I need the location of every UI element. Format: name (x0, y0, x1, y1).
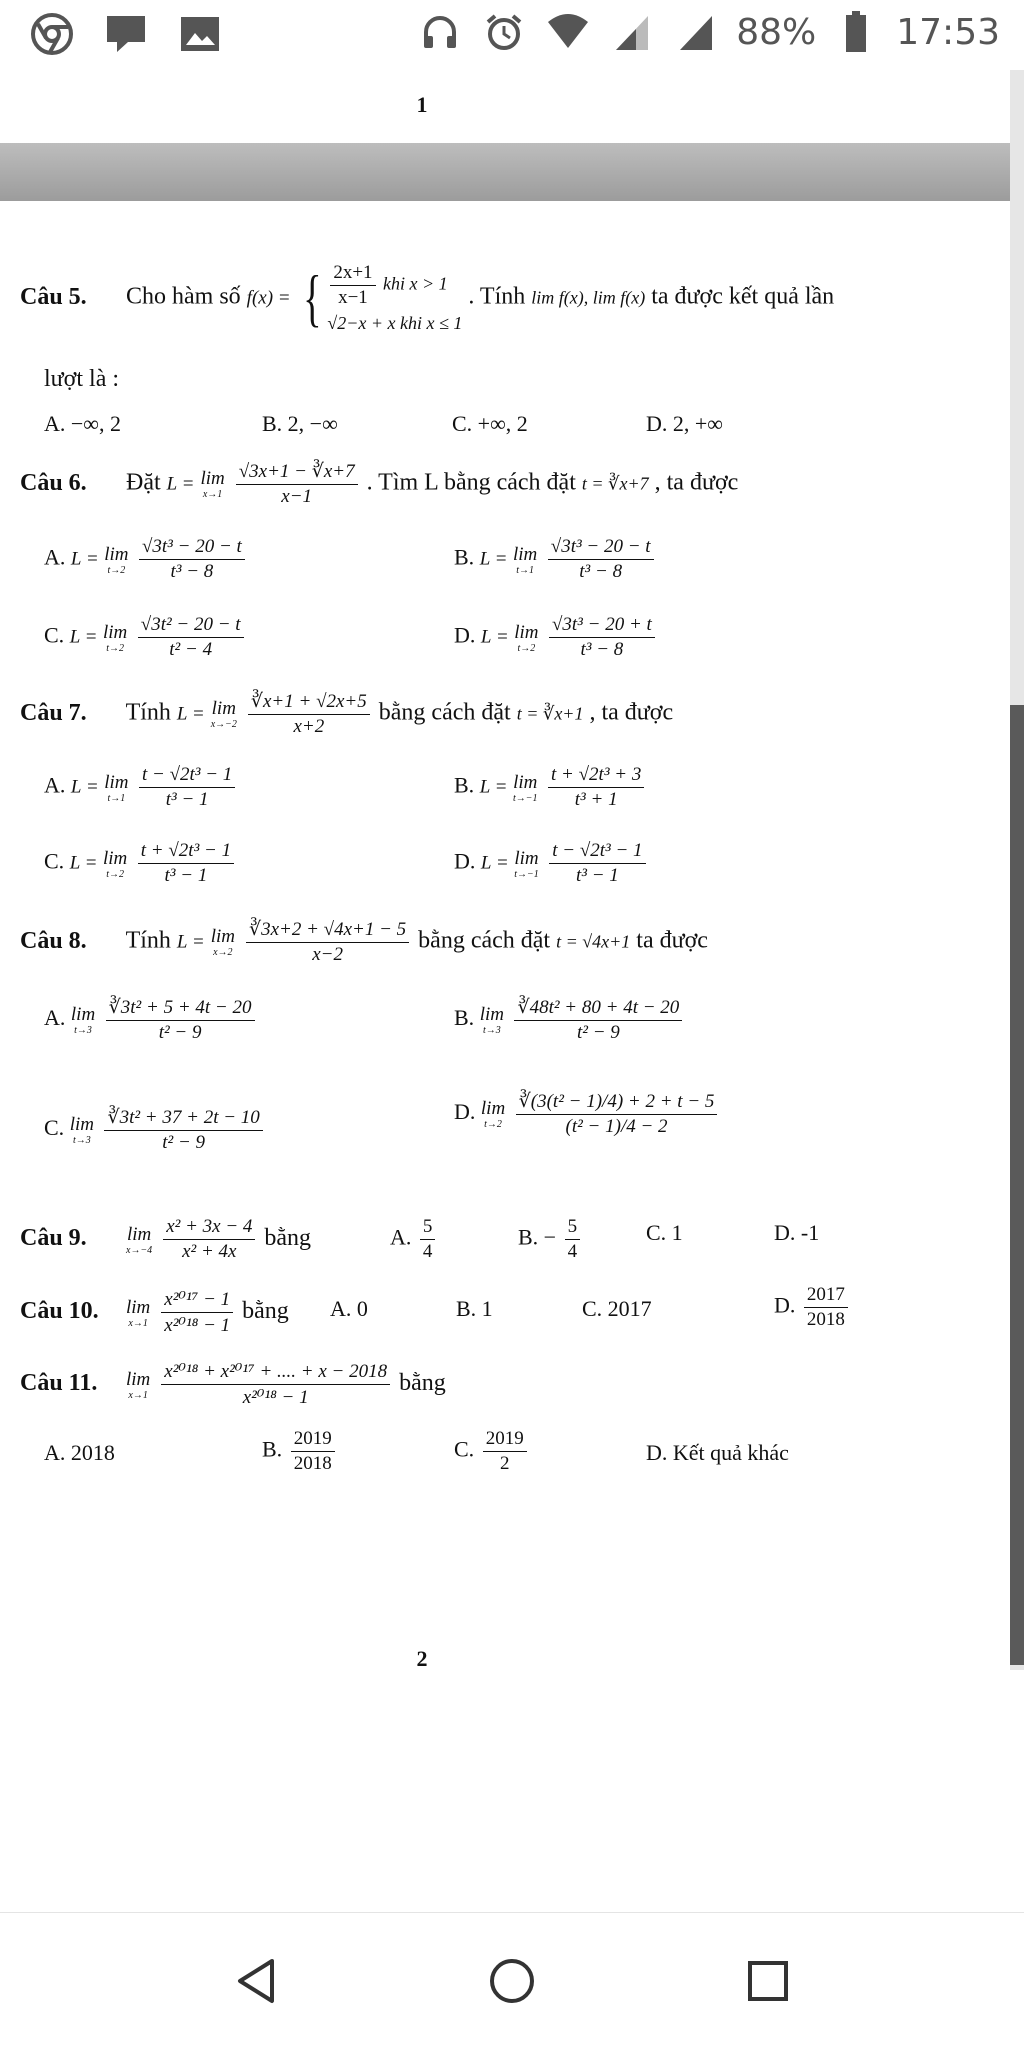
denominator: x² + 4x (182, 1241, 237, 1262)
lim-subscript: x→2 (213, 947, 233, 958)
numerator: ∛3x+2 + √4x+1 − 5 (246, 918, 409, 943)
option-a[interactable]: A. L = lim t→1 $\frac{\text{t − √2t³ − 1}}{\text{t³ − 1}}$ (44, 764, 238, 811)
option-c[interactable]: C. $\frac{2019}{2}$ (454, 1428, 530, 1475)
numerator: √3x+1 − ∛x+7 (236, 460, 358, 485)
option-b[interactable]: B. L = lim t→1 $\frac{\text{√3t³ − 20 − t}}{\text{t³ − 8}}$ (454, 536, 657, 583)
question-text: bằng cách đặt (378, 699, 511, 726)
question-text: Đặt (126, 469, 161, 496)
navigation-bar (0, 1912, 1024, 2049)
question-11: Câu 11. lim x→1 $\frac{\text{x²⁰¹⁸ + x²⁰¹⁷ + .... + x − 2018}}{\text{x²⁰¹⁸ − 1}}$ bằng (20, 1361, 446, 1408)
option-d[interactable]: D. -1 (774, 1220, 820, 1245)
battery-icon (832, 8, 880, 56)
option-b[interactable]: B. lim t→3 $\frac{\text{∛48t² + 80 + 4t − 20}}{\text{t² − 9}}$ (454, 996, 685, 1044)
piecewise: { $\frac{2x+1}{x-1}$ khi x > 1 √2−x + x khi x ≤ 1 (302, 262, 463, 333)
function-name: f(x) = (246, 287, 291, 309)
question-label: Câu 8. (20, 927, 87, 954)
denominator: x−2 (312, 944, 343, 965)
recents-button[interactable] (736, 1949, 800, 2013)
denominator: x²⁰¹⁸ − 1 (164, 1315, 231, 1336)
question-text: bằng (264, 1225, 312, 1252)
limits: lim f(x), lim f(x) (531, 287, 646, 308)
back-button[interactable] (224, 1949, 288, 2013)
option-a[interactable]: A. lim t→3 $\frac{\text{∛3t² + 5 + 4t − 20}}{\text{t² − 9}}$ (44, 996, 258, 1044)
question-label: Câu 7. (20, 699, 87, 726)
question-text: Tính (125, 927, 171, 954)
lim-subscript: x→−2 (210, 719, 237, 730)
denominator: x²⁰¹⁸ − 1 (242, 1387, 309, 1408)
clock: 17:53 (896, 11, 1000, 53)
question-6 (20, 460, 738, 508)
question-text: , ta được (654, 469, 739, 496)
option-d[interactable]: D. Kết quả khác (646, 1440, 789, 1465)
question-text: ta được kết quả lần (651, 283, 835, 310)
option-c[interactable]: C. +∞, 2 (452, 411, 528, 436)
question-text: ta được (636, 927, 708, 954)
numerator: x² + 3x − 4 (163, 1216, 255, 1240)
denominator: x+2 (293, 716, 325, 737)
question-9: Câu 9. lim x→−4 $\frac{\text{x² + 3x − 4}}{\text{x² + 4x}}$ bằng (20, 1216, 312, 1262)
question-text: bằng (399, 1370, 446, 1397)
lim-subscript: x→1 (202, 489, 223, 500)
option-c[interactable]: C. 1 (646, 1220, 683, 1245)
wifi-icon (544, 8, 592, 56)
option-b[interactable]: B. L = lim t→−1 $\frac{\text{t + √2t³ + 3}}{\text{t³ + 1}}$ (454, 764, 647, 811)
question-text: , ta được (589, 699, 674, 726)
L-symbol: L = (176, 931, 205, 953)
battery-percent: 88% (736, 11, 817, 53)
option-d[interactable]: D. L = lim t→−1 $\frac{\text{t − √2t³ − 1}}{\text{t³ − 1}}$ (454, 840, 649, 887)
L-symbol: L = (166, 473, 195, 495)
signal-icon (672, 8, 720, 56)
option-a[interactable]: A. 0 (330, 1296, 368, 1321)
option-d[interactable]: D. 2, +∞ (646, 411, 723, 436)
option-c[interactable]: C. lim t→3 $\frac{\text{∛3t² + 37 + 2t − 10}}{\text{t² − 9}}$ (44, 1106, 266, 1154)
question-text-continued: lượt là : (44, 366, 120, 392)
recents-icon (746, 1959, 790, 2003)
option-b[interactable]: B. $\frac{2019}{2018}$ (262, 1428, 338, 1475)
question-label: Câu 5. (20, 283, 87, 310)
question-7: Câu 7. Tính L = lim x→−2 $\frac{∛x+1 + √2x+5}{x+2}$ bằng cách đặt t = ∛x+1 , ta được (20, 691, 674, 737)
question-text: bằng (242, 1298, 289, 1325)
question-text: Cho hàm số (126, 283, 241, 310)
question-text: Tính (125, 699, 171, 726)
question-8: Câu 8. Tính L = lim x→2 $\frac{∛3x+2 + √4x+1 - 5}{x-2}$ bằng cách đặt t = √4x+1 ta được (20, 919, 708, 965)
message-icon (102, 10, 150, 58)
home-button[interactable] (480, 1949, 544, 2013)
option-a[interactable]: A. L = lim t→2 $\frac{\text{√3t³ − 20 − t}}{\text{t³ − 8}}$ (44, 536, 248, 583)
chrome-icon (28, 10, 76, 58)
page-separator (0, 143, 1010, 201)
question-text: bằng cách đặt (418, 927, 551, 954)
numerator: ∛x+1 + √2x+5 (248, 690, 370, 715)
back-icon (234, 1957, 278, 2005)
page-number: 1 (416, 92, 428, 117)
case1-condition: khi x > 1 (383, 273, 448, 294)
image-icon (176, 10, 224, 58)
status-bar (0, 0, 1024, 70)
denominator: x−1 (281, 486, 313, 507)
numerator: x²⁰¹⁷ − 1 (161, 1288, 233, 1313)
numerator: x²⁰¹⁸ + x²⁰¹⁷ + .... + x − 2018 (161, 1360, 390, 1385)
question-label: Câu 10. (20, 1298, 99, 1325)
option-c[interactable]: C. L = lim t→2 $\frac{\text{t + √2t³ − 1}}{\text{t³ − 1}}$ (44, 840, 237, 887)
lim: lim (200, 468, 225, 489)
L-symbol: L = (176, 703, 205, 725)
case1-numerator: 2x+1 (330, 262, 375, 286)
substitution: t = ∛x+7 (581, 473, 649, 494)
page-number: 2 (416, 1646, 428, 1671)
scrollbar-thumb[interactable] (1010, 705, 1024, 1665)
question-label: Câu 9. (20, 1225, 87, 1252)
lim-subscript: x→1 (128, 1317, 148, 1329)
lim-subscript: x→1 (128, 1389, 148, 1401)
question-10: Câu 10. lim x→1 $\frac{\text{x²⁰¹⁷ − 1}}{\text{x²⁰¹⁸ − 1}}$ bằng (20, 1289, 289, 1336)
question-text: . Tính (468, 283, 526, 310)
option-c[interactable]: C. L = lim t→2 $\frac{\text{√3t² − 20 − t}}{\text{t² − 4}}$ (44, 614, 247, 661)
lim-subscript: x→−4 (126, 1244, 153, 1256)
option-a[interactable]: A. $\frac{5}{4}$ (390, 1216, 438, 1263)
case2: √2−x + x khi x ≤ 1 (327, 313, 463, 333)
question-text: . Tìm L bằng cách đặt (366, 469, 576, 496)
option-c[interactable]: C. 2017 (582, 1296, 652, 1321)
option-d[interactable]: D. $\frac{2017}{2018}$ (774, 1284, 851, 1331)
option-b[interactable]: B. 1 (456, 1296, 493, 1321)
substitution: t = ∛x+1 (516, 703, 584, 724)
option-a[interactable]: A. 2018 (44, 1440, 115, 1465)
case1-denominator: x−1 (338, 287, 368, 308)
question-label: Câu 6. (20, 469, 87, 496)
question-5 (20, 262, 834, 334)
option-b[interactable]: B. − $\frac{5}{4}$ (518, 1216, 583, 1263)
headphones-icon (416, 8, 464, 56)
option-b[interactable]: B. 2, −∞ (262, 411, 338, 436)
home-icon (488, 1957, 536, 2005)
signal-icon (608, 8, 656, 56)
option-a[interactable]: A. −∞, 2 (44, 411, 121, 436)
substitution: t = √4x+1 (556, 931, 631, 952)
option-d[interactable]: D. lim t→2 $\frac{\text{∛(3(t² − 1)/4) + 2 + t − 5}}{\text{(t² − 1)/4 − 2}}$ (454, 1090, 720, 1138)
alarm-icon (480, 8, 528, 56)
option-d[interactable]: D. L = lim t→2 $\frac{\text{√3t³ − 20 + t}}{\text{t³ − 8}}$ (454, 614, 658, 661)
question-label: Câu 11. (20, 1370, 98, 1397)
